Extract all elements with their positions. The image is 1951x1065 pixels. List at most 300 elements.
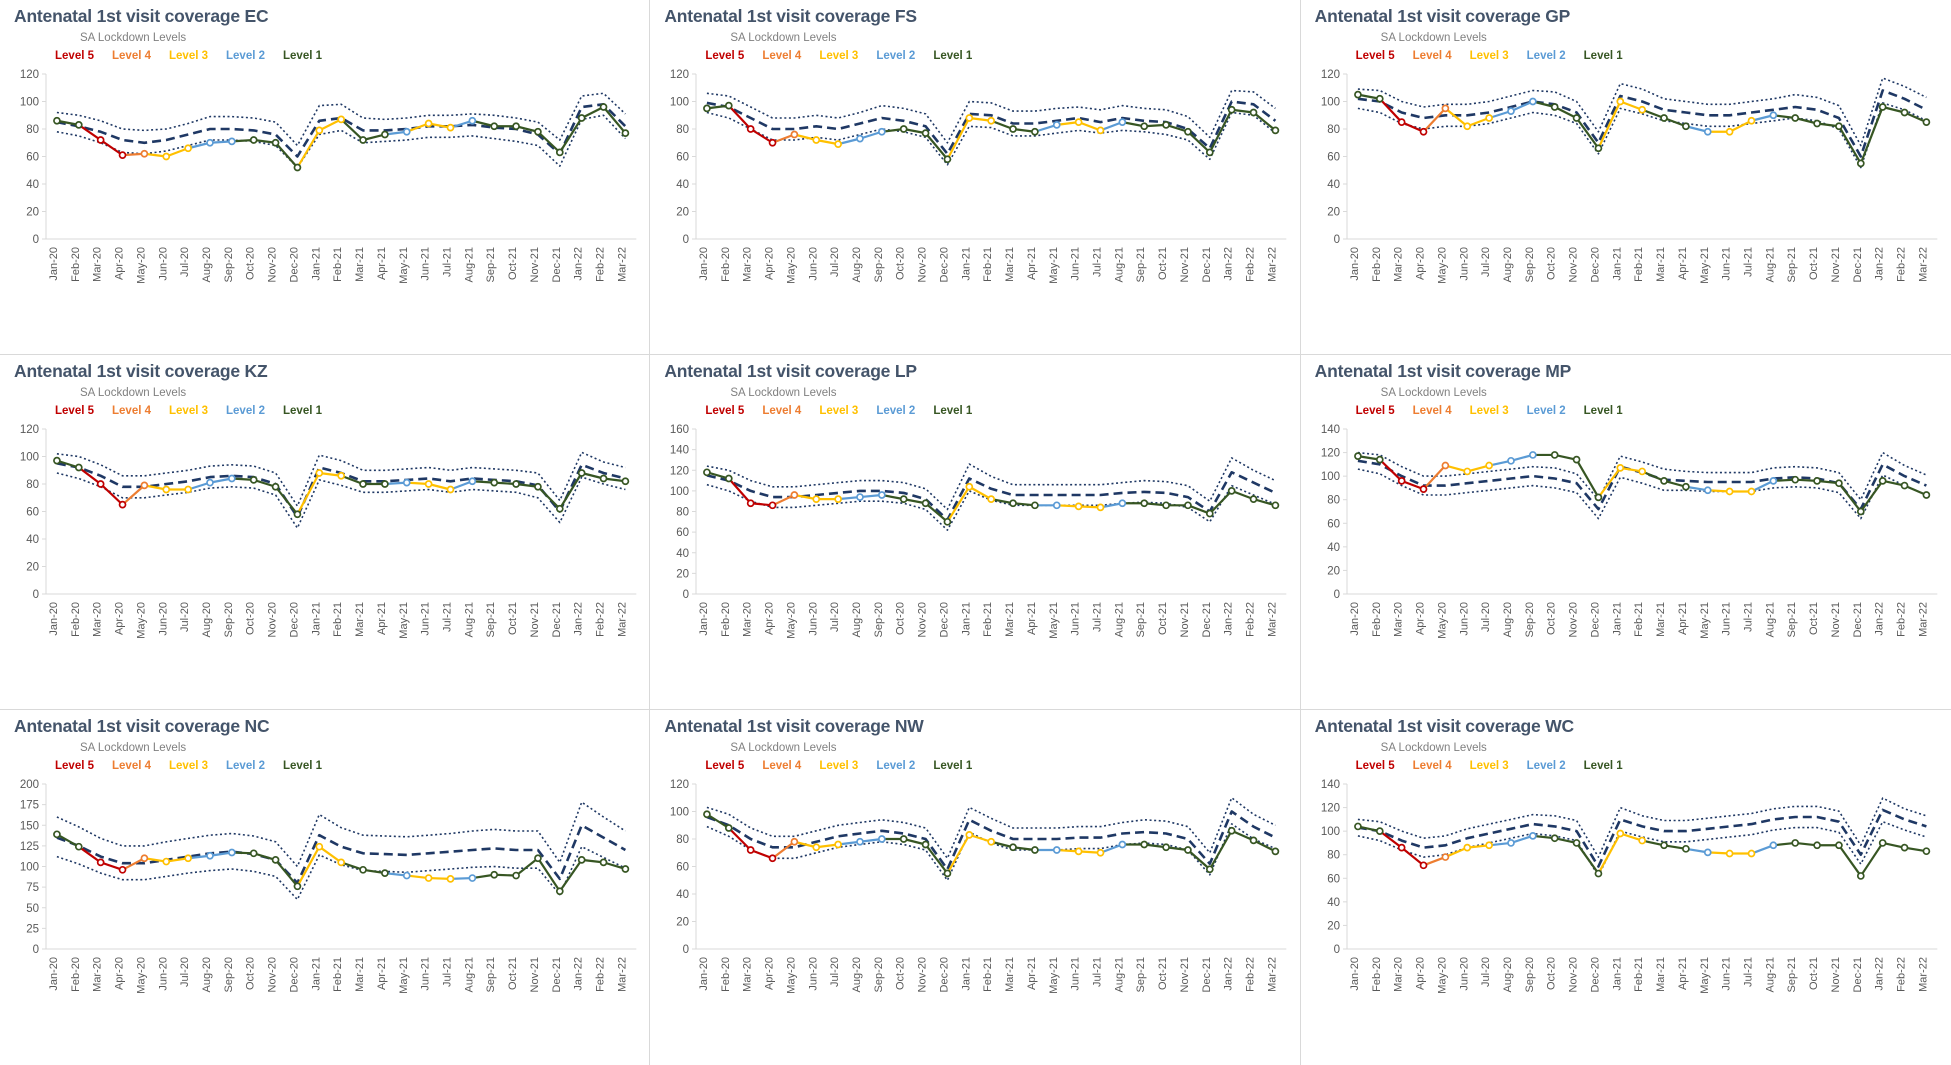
plot-area	[0, 0, 650, 355]
chart-panel	[650, 355, 1300, 710]
legend-item-level-2: Level 2	[226, 760, 265, 772]
legend-item-level-1: Level 1	[283, 50, 322, 62]
x-tick-label: Jan-20	[47, 602, 60, 636]
x-tick-label: Mar-21	[1654, 247, 1667, 282]
x-tick-label: Jan-22	[572, 602, 585, 636]
svg-text:160: 160	[670, 424, 690, 436]
legend-item-level-3: Level 3	[1469, 760, 1509, 772]
x-tick-label: Feb-20	[69, 602, 82, 637]
x-tick-label: Feb-21	[1632, 247, 1645, 282]
svg-text:20: 20	[1326, 920, 1340, 933]
chart-panel	[0, 0, 650, 355]
x-tick-label: Jan-21	[1610, 602, 1623, 636]
x-tick-label: Jul-20	[829, 957, 842, 987]
x-tick-label: Jun-21	[419, 247, 432, 281]
x-tick-label: Jan-22	[572, 247, 585, 281]
x-tick-label: Jun-21	[1720, 957, 1733, 991]
x-tick-label: Apr-21	[1676, 247, 1689, 281]
x-tick-label: Mar-21	[1654, 957, 1667, 992]
x-tick-label: May-21	[1698, 602, 1711, 639]
x-tick-label: Oct-20	[1545, 602, 1558, 636]
svg-text:0: 0	[682, 944, 690, 956]
x-tick-label: Dec-20	[938, 602, 951, 638]
x-tick-label: Nov-21	[528, 247, 541, 283]
x-tick-label: Feb-21	[332, 957, 345, 992]
x-tick-label: Feb-21	[982, 957, 995, 992]
svg-text:0: 0	[32, 589, 39, 601]
x-tick-label: Aug-20	[200, 602, 213, 638]
svg-text:0: 0	[32, 234, 39, 246]
x-tick-label: Oct-21	[1157, 247, 1170, 281]
x-tick-label: Jun-21	[1720, 602, 1733, 636]
x-tick-label: Aug-20	[1501, 602, 1514, 638]
chart-panel	[650, 0, 1300, 355]
x-tick-label: Feb-20	[720, 957, 733, 992]
x-tick-label: May-21	[1048, 957, 1061, 994]
plot-area	[0, 710, 650, 1065]
x-tick-label: Aug-20	[851, 957, 864, 993]
x-tick-label: Jun-20	[1457, 957, 1470, 991]
svg-text:80: 80	[676, 124, 690, 136]
lockdown-caption: SA Lockdown Levels	[1380, 742, 1487, 754]
x-tick-label: Aug-21	[1764, 602, 1777, 638]
x-tick-label: Apr-21	[1026, 602, 1039, 636]
chart-panel	[650, 710, 1300, 1065]
x-tick-label: Jul-21	[1091, 957, 1104, 987]
x-tick-label: Nov-20	[266, 957, 279, 993]
x-tick-label: Oct-21	[1807, 247, 1820, 281]
panel-title: Antenatal 1st visit coverage NW	[664, 716, 924, 736]
x-tick-label: Nov-21	[1179, 602, 1192, 638]
svg-text:60: 60	[676, 861, 690, 874]
x-tick-label: Nov-21	[1829, 602, 1842, 638]
x-tick-label: Oct-21	[507, 957, 520, 991]
x-tick-label: Sep-21	[1135, 247, 1148, 283]
svg-text:40: 40	[1326, 179, 1340, 191]
legend-item-level-2: Level 2	[876, 405, 916, 417]
x-tick-label: Mar-20	[741, 957, 754, 992]
x-tick-label: May-20	[135, 247, 148, 284]
x-tick-label: May-20	[1436, 957, 1449, 994]
x-tick-label: Feb-22	[1244, 957, 1257, 992]
legend-item-level-3: Level 3	[169, 405, 208, 417]
x-tick-label: Sep-21	[485, 957, 498, 993]
x-tick-label: Jan-21	[960, 247, 973, 281]
svg-text:150: 150	[19, 820, 39, 833]
x-tick-label: Dec-20	[938, 247, 951, 283]
x-tick-label: Jan-20	[1348, 602, 1361, 636]
legend-item-level-2: Level 2	[1526, 760, 1566, 772]
x-tick-label: May-21	[397, 957, 410, 994]
x-tick-label: Jun-21	[1069, 602, 1082, 636]
x-tick-label: Feb-22	[1895, 957, 1908, 992]
x-tick-label: Mar-21	[1004, 247, 1017, 282]
x-tick-label: Dec-20	[288, 957, 301, 993]
x-tick-label: Nov-21	[1179, 247, 1192, 283]
x-tick-label: Jul-21	[441, 247, 454, 277]
legend-item-level-5: Level 5	[1355, 405, 1395, 417]
x-tick-label: Oct-20	[244, 602, 257, 636]
x-tick-label: Apr-20	[763, 247, 776, 281]
x-tick-label: Mar-22	[616, 957, 629, 992]
x-tick-label: Jun-20	[807, 247, 820, 281]
svg-text:100: 100	[670, 806, 690, 819]
legend-item-level-4: Level 4	[1412, 760, 1452, 772]
x-tick-label: Aug-21	[1113, 957, 1126, 993]
x-tick-label: Sep-20	[873, 957, 886, 993]
lockdown-caption: SA Lockdown Levels	[80, 742, 187, 754]
lockdown-caption: SA Lockdown Levels	[80, 387, 187, 399]
x-tick-label: Feb-22	[1895, 602, 1908, 637]
legend-item-level-4: Level 4	[1412, 405, 1452, 417]
x-tick-label: Feb-22	[594, 247, 607, 282]
x-tick-label: Mar-20	[1392, 957, 1405, 992]
x-tick-label: Feb-21	[982, 602, 995, 637]
x-tick-label: Jan-20	[47, 247, 60, 281]
x-tick-label: Jun-20	[807, 602, 820, 636]
x-tick-label: Jul-20	[179, 957, 192, 987]
legend-item-level-2: Level 2	[1526, 50, 1566, 62]
x-tick-label: Mar-20	[91, 602, 104, 637]
svg-text:75: 75	[26, 882, 39, 895]
x-tick-label: Sep-20	[1523, 247, 1536, 283]
x-tick-label: Apr-20	[1414, 247, 1427, 281]
legend-item-level-1: Level 1	[1583, 760, 1623, 772]
x-tick-label: Sep-20	[222, 957, 235, 993]
x-tick-label: Aug-21	[463, 247, 476, 283]
x-tick-label: May-21	[1048, 602, 1061, 639]
x-tick-label: Aug-20	[1501, 957, 1514, 993]
x-tick-label: Jun-20	[807, 957, 820, 991]
legend-item-level-4: Level 4	[1412, 50, 1452, 62]
x-tick-label: May-20	[1436, 602, 1449, 639]
svg-text:20: 20	[26, 206, 39, 219]
x-tick-label: Jul-20	[1479, 957, 1492, 987]
svg-text:0: 0	[682, 589, 690, 601]
x-tick-label: Jul-21	[1742, 957, 1755, 987]
x-tick-label: Jun-21	[419, 957, 432, 991]
x-tick-label: Oct-21	[507, 602, 520, 636]
svg-text:20: 20	[676, 916, 690, 929]
x-tick-label: Nov-20	[1567, 247, 1580, 283]
legend-item-level-3: Level 3	[1469, 405, 1509, 417]
lockdown-caption: SA Lockdown Levels	[730, 387, 837, 399]
x-tick-label: Oct-21	[1157, 602, 1170, 636]
x-tick-label: Mar-20	[1392, 247, 1405, 282]
x-tick-label: Dec-21	[1201, 247, 1214, 283]
svg-text:20: 20	[1326, 565, 1340, 578]
x-tick-label: Dec-21	[550, 957, 563, 993]
svg-text:40: 40	[1326, 541, 1340, 554]
x-tick-label: Nov-21	[528, 957, 541, 993]
x-tick-label: Oct-20	[895, 957, 908, 991]
x-tick-label: Oct-21	[1157, 957, 1170, 991]
legend-item-level-4: Level 4	[112, 50, 151, 62]
x-tick-label: Feb-22	[1895, 247, 1908, 282]
x-tick-label: Apr-20	[1414, 602, 1427, 636]
x-tick-label: Feb-20	[1370, 602, 1383, 637]
x-tick-label: Feb-21	[982, 247, 995, 282]
x-tick-label: Jul-20	[179, 602, 192, 632]
svg-text:20: 20	[26, 561, 39, 574]
x-tick-label: May-20	[785, 247, 798, 284]
x-tick-label: Jun-20	[1457, 602, 1470, 636]
x-tick-label: Jul-20	[829, 602, 842, 632]
svg-text:60: 60	[1326, 873, 1340, 886]
x-tick-label: Sep-21	[1785, 247, 1798, 283]
x-tick-label: Jan-21	[310, 602, 323, 636]
x-tick-label: Dec-20	[938, 957, 951, 993]
x-tick-label: Jan-22	[1873, 247, 1886, 281]
x-tick-label: Mar-22	[1266, 247, 1279, 282]
x-tick-label: Jul-20	[829, 247, 842, 277]
x-tick-label: Jun-20	[157, 247, 170, 281]
x-tick-label: Feb-22	[594, 957, 607, 992]
svg-text:20: 20	[1326, 206, 1340, 219]
svg-text:40: 40	[676, 179, 690, 191]
x-tick-label: Nov-20	[266, 602, 279, 638]
x-tick-label: Aug-21	[1764, 957, 1777, 993]
svg-text:0: 0	[32, 944, 39, 956]
panel-title: Antenatal 1st visit coverage GP	[1314, 6, 1571, 26]
legend-item-level-2: Level 2	[226, 405, 265, 417]
legend-item-level-5: Level 5	[1355, 760, 1395, 772]
panel-title: Antenatal 1st visit coverage KZ	[14, 361, 268, 381]
x-tick-label: Aug-21	[1764, 247, 1777, 283]
x-tick-label: Sep-21	[1135, 602, 1148, 638]
x-tick-label: May-20	[1436, 247, 1449, 284]
x-tick-label: Jan-21	[960, 602, 973, 636]
x-tick-label: Jun-21	[419, 602, 432, 636]
x-tick-label: Dec-21	[1201, 602, 1214, 638]
legend-item-level-4: Level 4	[112, 760, 151, 772]
x-tick-label: Nov-21	[1829, 247, 1842, 283]
svg-text:80: 80	[26, 479, 39, 491]
x-tick-label: Mar-22	[1917, 957, 1930, 992]
svg-text:40: 40	[26, 179, 39, 191]
x-tick-label: Mar-22	[1917, 247, 1930, 282]
x-tick-label: May-20	[785, 957, 798, 994]
legend-item-level-4: Level 4	[762, 760, 802, 772]
legend-item-level-3: Level 3	[169, 50, 208, 62]
svg-text:80: 80	[676, 506, 690, 519]
svg-text:40: 40	[676, 547, 690, 560]
x-tick-label: Sep-21	[1785, 957, 1798, 993]
svg-text:0: 0	[1333, 944, 1340, 956]
svg-text:100: 100	[670, 485, 690, 498]
x-tick-label: Aug-20	[200, 957, 213, 993]
x-tick-label: Dec-20	[1589, 957, 1602, 993]
x-tick-label: Sep-21	[485, 602, 498, 638]
x-tick-label: Aug-20	[851, 247, 864, 283]
x-tick-label: Jan-22	[1223, 602, 1236, 636]
svg-text:60: 60	[26, 506, 39, 519]
x-tick-label: Nov-20	[916, 957, 929, 993]
x-tick-label: Jul-21	[441, 602, 454, 632]
svg-text:60: 60	[676, 151, 690, 164]
x-tick-label: May-21	[1048, 247, 1061, 284]
x-tick-label: Mar-21	[354, 247, 367, 282]
x-tick-label: Mar-20	[741, 247, 754, 282]
legend-item-level-4: Level 4	[762, 405, 802, 417]
x-tick-label: Jan-22	[1873, 602, 1886, 636]
plot-area	[1301, 0, 1951, 355]
x-tick-label: Jan-20	[698, 957, 711, 991]
x-tick-label: Sep-20	[873, 602, 886, 638]
svg-text:140: 140	[1320, 779, 1340, 791]
x-tick-label: May-20	[785, 602, 798, 639]
x-tick-label: Feb-22	[1244, 247, 1257, 282]
x-tick-label: Mar-21	[1004, 957, 1017, 992]
svg-text:175: 175	[19, 799, 39, 812]
plot-area	[1301, 355, 1951, 710]
legend-item-level-1: Level 1	[283, 760, 322, 772]
svg-text:80: 80	[1326, 494, 1340, 507]
x-tick-label: Nov-20	[916, 602, 929, 638]
x-tick-label: Aug-20	[200, 247, 213, 283]
legend-item-level-3: Level 3	[819, 50, 859, 62]
panel-title: Antenatal 1st visit coverage FS	[664, 6, 917, 26]
x-tick-label: Jun-20	[157, 602, 170, 636]
x-tick-label: Jul-20	[1479, 602, 1492, 632]
x-tick-label: Feb-21	[332, 602, 345, 637]
x-tick-label: Sep-20	[1523, 602, 1536, 638]
svg-text:50: 50	[26, 902, 39, 915]
svg-text:120: 120	[19, 424, 39, 436]
x-tick-label: Nov-20	[266, 247, 279, 283]
x-tick-label: Dec-20	[288, 602, 301, 638]
svg-text:100: 100	[1320, 471, 1340, 484]
x-tick-label: Oct-21	[1807, 602, 1820, 636]
x-tick-label: Nov-20	[916, 247, 929, 283]
svg-text:100: 100	[1320, 826, 1340, 839]
legend-item-level-4: Level 4	[112, 405, 151, 417]
legend-item-level-5: Level 5	[1355, 50, 1395, 62]
svg-text:125: 125	[19, 840, 39, 853]
x-tick-label: Mar-20	[741, 602, 754, 637]
chart-panel	[1301, 355, 1951, 710]
lockdown-caption: SA Lockdown Levels	[1380, 387, 1487, 399]
x-tick-label: Aug-21	[1113, 602, 1126, 638]
svg-text:80: 80	[1326, 849, 1340, 862]
x-tick-label: Jan-20	[698, 602, 711, 636]
x-tick-label: Jan-21	[1610, 247, 1623, 281]
x-tick-label: Feb-20	[1370, 957, 1383, 992]
x-tick-label: Oct-20	[1545, 247, 1558, 281]
svg-text:100: 100	[19, 96, 39, 109]
x-tick-label: Nov-20	[1567, 602, 1580, 638]
x-tick-label: Apr-21	[375, 957, 388, 991]
x-tick-label: Jul-20	[179, 247, 192, 277]
plot-area	[1301, 710, 1951, 1065]
x-tick-label: Mar-21	[1654, 602, 1667, 637]
plot-area	[650, 355, 1300, 710]
svg-text:0: 0	[1333, 589, 1340, 601]
x-tick-label: Oct-21	[1807, 957, 1820, 991]
x-tick-label: Jun-21	[1069, 957, 1082, 991]
x-tick-label: Sep-20	[222, 602, 235, 638]
chart-panel	[0, 710, 650, 1065]
x-tick-label: Feb-21	[1632, 957, 1645, 992]
x-tick-label: Jan-22	[1873, 957, 1886, 991]
svg-text:25: 25	[26, 923, 39, 936]
legend-item-level-5: Level 5	[705, 50, 745, 62]
panel-title: Antenatal 1st visit coverage LP	[664, 361, 917, 381]
svg-text:120: 120	[670, 779, 690, 791]
x-tick-label: May-21	[1698, 957, 1711, 994]
legend-item-level-5: Level 5	[55, 760, 94, 772]
x-tick-label: Dec-20	[1589, 247, 1602, 283]
x-tick-label: Nov-21	[1829, 957, 1842, 993]
legend-item-level-1: Level 1	[933, 50, 973, 62]
svg-text:60: 60	[26, 151, 39, 164]
x-tick-label: Mar-20	[91, 957, 104, 992]
x-tick-label: Jul-20	[1479, 247, 1492, 277]
x-tick-label: Feb-22	[594, 602, 607, 637]
x-tick-label: Mar-22	[616, 602, 629, 637]
legend-item-level-5: Level 5	[705, 760, 745, 772]
svg-text:80: 80	[26, 124, 39, 136]
x-tick-label: Jan-21	[1610, 957, 1623, 991]
legend-item-level-3: Level 3	[169, 760, 208, 772]
svg-text:40: 40	[1326, 896, 1340, 909]
x-tick-label: Nov-20	[1567, 957, 1580, 993]
x-tick-label: Oct-20	[244, 957, 257, 991]
panel-title: Antenatal 1st visit coverage EC	[14, 6, 269, 26]
chart-panel	[1301, 0, 1951, 355]
svg-text:120: 120	[1320, 69, 1340, 81]
legend-item-level-1: Level 1	[1583, 50, 1623, 62]
x-tick-label: Mar-21	[354, 957, 367, 992]
x-tick-label: Jun-20	[157, 957, 170, 991]
x-tick-label: Feb-20	[720, 602, 733, 637]
x-tick-label: Nov-21	[1179, 957, 1192, 993]
lockdown-caption: SA Lockdown Levels	[80, 32, 187, 44]
panel-title: Antenatal 1st visit coverage MP	[1314, 361, 1572, 381]
x-tick-label: Mar-22	[1266, 602, 1279, 637]
x-tick-label: Mar-22	[616, 247, 629, 282]
x-tick-label: Apr-20	[113, 957, 126, 991]
x-tick-label: Jul-21	[1742, 602, 1755, 632]
x-tick-label: Feb-21	[1632, 602, 1645, 637]
lockdown-caption: SA Lockdown Levels	[730, 742, 837, 754]
chart-panel	[1301, 710, 1951, 1065]
x-tick-label: Sep-21	[485, 247, 498, 283]
x-tick-label: Aug-21	[1113, 247, 1126, 283]
x-tick-label: May-21	[397, 602, 410, 639]
x-tick-label: May-20	[135, 602, 148, 639]
svg-text:120: 120	[1320, 802, 1340, 815]
svg-text:120: 120	[670, 465, 690, 478]
x-tick-label: Oct-20	[244, 247, 257, 281]
plot-area	[650, 0, 1300, 355]
x-tick-label: Dec-20	[1589, 602, 1602, 638]
x-tick-label: Jun-20	[1457, 247, 1470, 281]
x-tick-label: Feb-22	[1244, 602, 1257, 637]
legend-item-level-5: Level 5	[55, 405, 94, 417]
x-tick-label: Jun-21	[1720, 247, 1733, 281]
plot-area	[0, 355, 650, 710]
x-tick-label: Feb-21	[332, 247, 345, 282]
x-tick-label: Feb-20	[1370, 247, 1383, 282]
svg-text:20: 20	[676, 568, 690, 581]
x-tick-label: Mar-22	[1917, 602, 1930, 637]
legend-item-level-2: Level 2	[1526, 405, 1566, 417]
x-tick-label: Dec-21	[1851, 957, 1864, 993]
legend-item-level-5: Level 5	[55, 50, 94, 62]
plot-area	[650, 710, 1300, 1065]
lockdown-caption: SA Lockdown Levels	[1380, 32, 1487, 44]
